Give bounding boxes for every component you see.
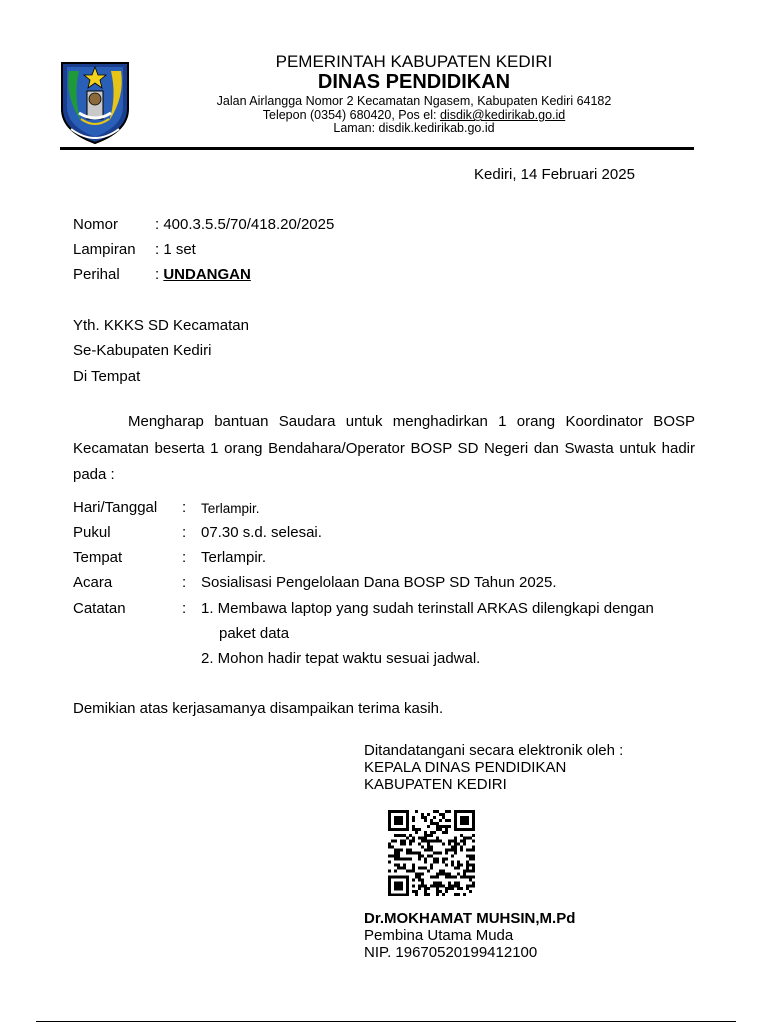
- signature-position-1: KEPALA DINAS PENDIDIKAN: [364, 759, 567, 776]
- meta-value-perihal: [155, 266, 251, 283]
- detail-label-hari: Hari/Tanggal: [73, 499, 158, 516]
- letter-date: Kediri, 14 Februari 2025: [474, 166, 635, 183]
- detail-value-catatan-1-cont: paket data: [219, 625, 290, 642]
- office-website: Laman: disdik.kedirikab.go.id: [333, 121, 495, 135]
- office-address: Jalan Airlangga Nomor 2 Kecamatan Ngasem, Kabupaten Kediri 64182: [216, 94, 612, 108]
- recipient-line-3: Di Tempat: [73, 368, 141, 385]
- signatory-nip: NIP. 19670520199412100: [364, 944, 538, 961]
- perihal-colon: :: [155, 266, 164, 283]
- detail-value-acara: Sosialisasi Pengelolaan Dana BOSP SD Tahun 2025.: [201, 574, 557, 591]
- qr-code-icon: [388, 810, 478, 896]
- meta-value-nomor: : 400.3.5.5/70/418.20/2025: [155, 216, 335, 233]
- detail-value-hari: Terlampir.: [201, 501, 260, 516]
- meta-label-lampiran: Lampiran: [73, 241, 136, 258]
- signatory-name: Dr.MOKHAMAT MUHSIN,M.Pd: [364, 910, 576, 927]
- detail-label-catatan: Catatan: [73, 600, 126, 617]
- detail-label-acara: Acara: [73, 574, 113, 591]
- closing-sentence: Demikian atas kerjasamanya disampaikan terima kasih.: [73, 700, 444, 717]
- detail-value-catatan-1: 1. Membawa laptop yang sudah terinstall ARKAS dilengkapi dengan: [201, 600, 654, 617]
- meta-label-nomor: Nomor: [73, 216, 119, 233]
- detail-colon-catatan: :: [182, 600, 187, 617]
- signature-position-2: KABUPATEN KEDIRI: [364, 776, 507, 793]
- letterhead-divider: [60, 147, 694, 150]
- recipient-line-1: Yth. KKKS SD Kecamatan: [73, 317, 249, 334]
- detail-value-catatan-2: 2. Mohon hadir tepat waktu sesuai jadwal.: [201, 650, 481, 667]
- signatory-rank: Pembina Utama Muda: [364, 927, 514, 944]
- detail-value-tempat: Terlampir.: [201, 549, 267, 566]
- body-paragraph-text: Mengharap bantuan Saudara untuk menghadirkan 1 orang Koordinator BOSP Kecamatan beserta 1 orang Bendahara/Operator BOSP SD Negeri dan Swasta untuk hadir pada :: [73, 413, 695, 483]
- detail-colon-tempat: :: [182, 549, 187, 566]
- signature-signed-by: Ditandatangani secara elektronik oleh :: [364, 742, 624, 759]
- government-name: PEMERINTAH KABUPATEN KEDIRI: [275, 52, 553, 71]
- detail-colon-acara: :: [182, 574, 187, 591]
- phone-text: Telepon (0354) 680420, Pos el:: [262, 108, 440, 122]
- meta-value-lampiran: : 1 set: [155, 241, 196, 258]
- office-name: DINAS PENDIDIKAN: [317, 71, 511, 93]
- detail-value-pukul: 07.30 s.d. selesai.: [201, 524, 322, 541]
- detail-colon-hari: :: [182, 499, 187, 516]
- meta-label-perihal: Perihal: [73, 266, 120, 283]
- subject-undangan: UNDANGAN: [163, 266, 251, 283]
- detail-label-pukul: Pukul: [73, 524, 111, 541]
- office-phone: [0, 108, 768, 122]
- page-bottom-line: [36, 1021, 736, 1022]
- detail-label-tempat: Tempat: [73, 549, 123, 566]
- email-link[interactable]: disdik@kedirikab.go.id: [439, 108, 566, 122]
- body-paragraph: [73, 409, 695, 489]
- detail-colon-pukul: :: [182, 524, 187, 541]
- recipient-line-2: Se-Kabupaten Kediri: [73, 342, 212, 359]
